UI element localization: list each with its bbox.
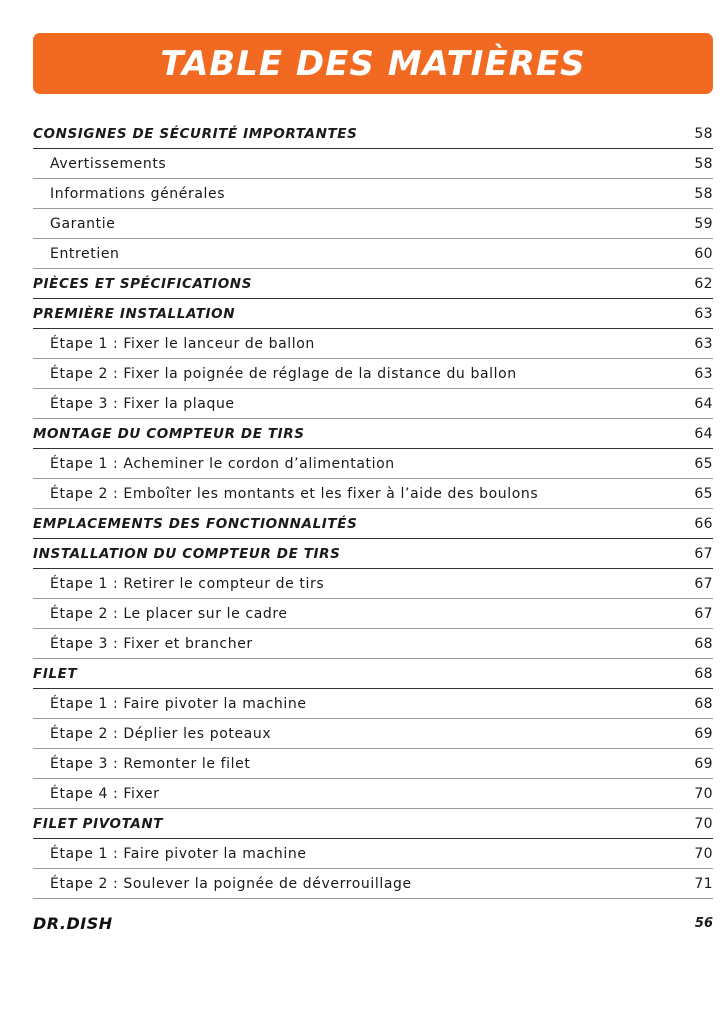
toc-subsection-row[interactable] xyxy=(33,569,713,599)
toc-entry-label: Étape 1 : Faire pivoter la machine xyxy=(50,695,307,712)
toc-entry-label: Étape 1 : Retirer le compteur de tirs xyxy=(50,575,325,592)
toc-subsection-row[interactable] xyxy=(33,449,713,479)
toc-entry-page: 58 xyxy=(694,185,713,202)
toc-entry-label: Avertissements xyxy=(50,155,167,172)
toc-entry-page: 66 xyxy=(694,515,713,532)
toc-subsection-row[interactable] xyxy=(33,689,713,719)
page-title: TABLE DES MATIÈRES xyxy=(160,43,586,84)
toc-section-row[interactable] xyxy=(33,269,713,299)
toc-entry-page: 62 xyxy=(694,275,713,292)
toc-entry-label: Étape 1 : Faire pivoter la machine xyxy=(50,845,307,862)
toc-entry-label: Étape 2 : Soulever la poignée de déverrouillage xyxy=(50,875,412,892)
toc-entry-page: 69 xyxy=(694,755,713,772)
toc-entry-page: 59 xyxy=(694,215,713,232)
toc-entry-label: Étape 1 : Fixer le lanceur de ballon xyxy=(50,335,315,352)
toc-entry-label: INSTALLATION DU COMPTEUR DE TIRS xyxy=(33,545,341,562)
toc-section-row[interactable] xyxy=(33,119,713,149)
table-of-contents xyxy=(33,119,713,899)
toc-section-row[interactable] xyxy=(33,659,713,689)
toc-entry-page: 58 xyxy=(694,125,713,142)
toc-entry-label: EMPLACEMENTS DES FONCTIONNALITÉS xyxy=(33,515,358,532)
toc-entry-page: 70 xyxy=(694,845,713,862)
toc-section-row[interactable] xyxy=(33,299,713,329)
toc-subsection-row[interactable] xyxy=(33,179,713,209)
toc-subsection-row[interactable] xyxy=(33,629,713,659)
toc-subsection-row[interactable] xyxy=(33,149,713,179)
toc-entry-page: 69 xyxy=(694,725,713,742)
toc-subsection-row[interactable] xyxy=(33,389,713,419)
toc-entry-label: PIÈCES ET SPÉCIFICATIONS xyxy=(33,275,253,292)
toc-entry-label: Étape 2 : Emboîter les montants et les fixer à l’aide des boulons xyxy=(50,485,539,502)
toc-entry-page: 65 xyxy=(694,485,713,502)
toc-section-row[interactable] xyxy=(33,809,713,839)
toc-entry-page: 67 xyxy=(694,605,713,622)
toc-entry-label: MONTAGE DU COMPTEUR DE TIRS xyxy=(33,425,305,442)
toc-subsection-row[interactable] xyxy=(33,599,713,629)
toc-subsection-row[interactable] xyxy=(33,779,713,809)
toc-entry-page: 63 xyxy=(694,365,713,382)
toc-entry-page: 68 xyxy=(694,665,713,682)
toc-subsection-row[interactable] xyxy=(33,839,713,869)
toc-entry-page: 58 xyxy=(694,155,713,172)
toc-entry-label: Étape 2 : Fixer la poignée de réglage de la distance du ballon xyxy=(50,365,517,382)
toc-entry-label: Étape 2 : Déplier les poteaux xyxy=(50,725,272,742)
toc-entry-label: Entretien xyxy=(50,245,120,262)
toc-entry-page: 71 xyxy=(694,875,713,892)
toc-subsection-row[interactable] xyxy=(33,239,713,269)
toc-entry-page: 70 xyxy=(694,785,713,802)
brand-logo: DR.DISH xyxy=(33,914,113,933)
toc-subsection-row[interactable] xyxy=(33,329,713,359)
toc-entry-page: 64 xyxy=(694,395,713,412)
toc-subsection-row[interactable] xyxy=(33,719,713,749)
toc-section-row[interactable] xyxy=(33,419,713,449)
toc-subsection-row[interactable] xyxy=(33,869,713,899)
toc-subsection-row[interactable] xyxy=(33,749,713,779)
toc-entry-page: 63 xyxy=(694,335,713,352)
toc-entry-page: 68 xyxy=(694,695,713,712)
toc-entry-page: 68 xyxy=(694,635,713,652)
toc-entry-page: 64 xyxy=(694,425,713,442)
toc-entry-label: Garantie xyxy=(50,215,116,232)
toc-section-row[interactable] xyxy=(33,509,713,539)
toc-entry-page: 65 xyxy=(694,455,713,472)
toc-entry-label: Étape 3 : Remonter le filet xyxy=(50,755,251,772)
toc-entry-label: FILET xyxy=(33,665,78,682)
toc-entry-label: Étape 4 : Fixer xyxy=(50,785,160,802)
toc-section-row[interactable] xyxy=(33,539,713,569)
toc-entry-page: 67 xyxy=(694,545,713,562)
toc-entry-label: Étape 3 : Fixer la plaque xyxy=(50,395,235,412)
page-number: 56 xyxy=(694,916,713,931)
toc-entry-page: 60 xyxy=(694,245,713,262)
toc-subsection-row[interactable] xyxy=(33,479,713,509)
toc-entry-label: FILET PIVOTANT xyxy=(33,815,164,832)
toc-entry-label: Étape 2 : Le placer sur le cadre xyxy=(50,605,288,622)
toc-entry-label: Informations générales xyxy=(50,185,226,202)
toc-entry-page: 63 xyxy=(694,305,713,322)
toc-entry-label: PREMIÈRE INSTALLATION xyxy=(33,305,236,322)
toc-subsection-row[interactable] xyxy=(33,359,713,389)
toc-subsection-row[interactable] xyxy=(33,209,713,239)
toc-entry-label: CONSIGNES DE SÉCURITÉ IMPORTANTES xyxy=(33,125,358,142)
toc-entry-page: 70 xyxy=(694,815,713,832)
toc-entry-label: Étape 3 : Fixer et brancher xyxy=(50,635,253,652)
toc-entry-page: 67 xyxy=(694,575,713,592)
toc-entry-label: Étape 1 : Acheminer le cordon d’alimentation xyxy=(50,455,395,472)
footer xyxy=(33,914,713,933)
title-banner xyxy=(33,33,713,94)
